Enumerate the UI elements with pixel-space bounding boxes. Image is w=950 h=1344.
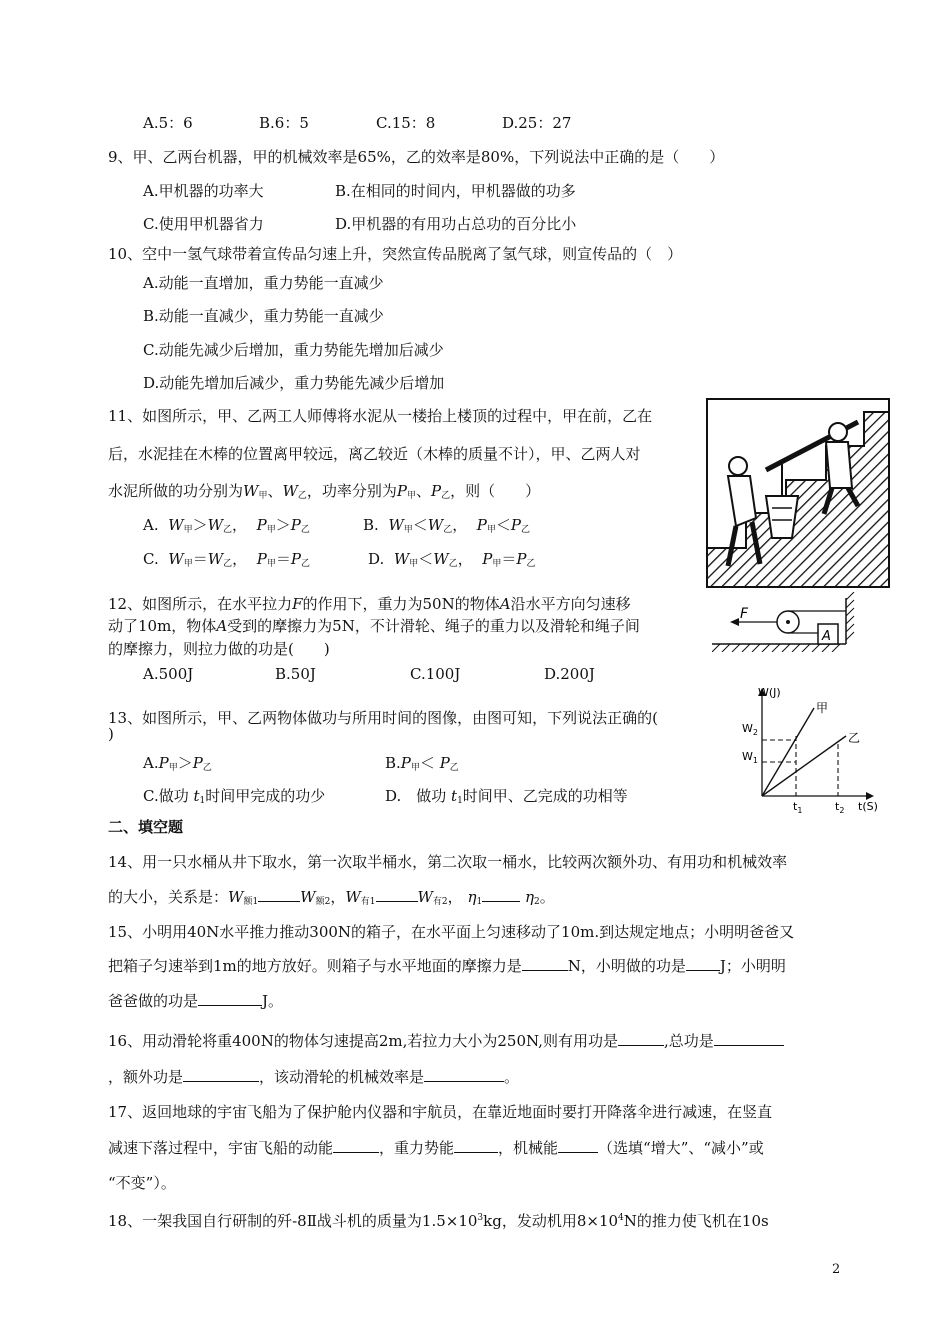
q16-blank-3[interactable] — [183, 1067, 259, 1082]
q15-line-2: 把箱子匀速举到1m的地方放好。则箱子与水平地面的摩擦力是 N，小明做的功是 J；小明明 — [108, 957, 786, 975]
q11-line-1: 11、如图所示，甲、乙两工人师傅将水泥从一楼抬上楼顶的过程中，甲在前，乙在 — [108, 407, 653, 425]
q11-option-b: B. $W_甲<W_乙$， $P_甲<P_乙$ — [363, 516, 531, 535]
q15-blank-2[interactable] — [686, 956, 720, 971]
q11-option-c: C. $W_甲=W_乙$， $P_甲=P_乙$ — [143, 550, 310, 569]
q13-fig-t2-label: $t_2$ — [835, 800, 845, 815]
q15-blank-1[interactable] — [522, 956, 568, 971]
q15-blank-3[interactable] — [198, 991, 262, 1006]
q13-fig-ylabel: W(J) — [758, 686, 781, 699]
q14-line-1: 14、用一只水桶从井下取水，第一次取半桶水，第二次取一桶水，比较两次额外功、有用功和机械效率 — [108, 853, 788, 871]
q11-option-d: D. $W_甲<W_乙$， $P_甲=P_乙$ — [368, 550, 536, 569]
q9-option-d: D.甲机器的有用功占总功的百分比小 — [335, 215, 577, 233]
q12-option-d: D.200J — [544, 665, 595, 683]
q15-line-1: 15、小明用40N水平推力推动300N的箱子，在水平面上匀速移动了10m.到达规定地点；小明明爸爸又 — [108, 923, 795, 941]
q13-fig-yi-label: 乙 — [848, 731, 861, 745]
q11-line-2: 后，水泥挂在木棒的位置离甲较远，离乙较近（木棒的质量不计），甲、乙两人对 — [108, 445, 641, 463]
q8-option-d: D.25：27 — [502, 114, 572, 132]
q12-option-b: B.50J — [275, 665, 316, 683]
q8-option-a: A.5：6 — [143, 114, 193, 132]
q12-pulley-figure — [712, 592, 872, 652]
q14-blank-1[interactable] — [258, 887, 300, 902]
page-number: 2 — [832, 1262, 841, 1277]
q11-line-3: 水泥所做的功分别为$W_甲$、$W_乙$，功率分别为$P_甲$、$P_乙$，则（ ） — [108, 482, 541, 501]
q10-option-c: C.动能先减少后增加，重力势能先增加后减少 — [143, 341, 444, 359]
q8-option-b: B.6：5 — [259, 114, 309, 132]
q12-line-2: 动了10m，物体A受到的摩擦力为5N，不计滑轮、绳子的重力以及滑轮和绳子间 — [108, 617, 640, 635]
q13-fig-xlabel: t(S) — [858, 800, 878, 813]
q12-option-c: C.100J — [410, 665, 461, 683]
q13-fig-w2-label: $W_2$ — [742, 722, 758, 737]
q12-option-a: A.500J — [143, 665, 194, 683]
q13-line-1: 13、如图所示，甲、乙两物体做功与所用时间的图像，由图可知，下列说法正确的( — [108, 709, 658, 727]
q15-line-3: 爸爸做的功是 J。 — [108, 992, 284, 1010]
q17-line-2: 减速下落过程中，宇宙飞船的动能 ，重力势能 ，机械能 （选填“增大”、“减小”或 — [108, 1139, 764, 1157]
q17-line-1: 17、返回地球的宇宙飞船为了保护舱内仪器和宇航员，在靠近地面时要打开降落伞进行减速，在竖直 — [108, 1103, 773, 1121]
q12-fig-block-label: A — [822, 629, 831, 644]
q13-option-a: $A.P_甲>P_乙$ — [143, 754, 212, 773]
q9-option-a: A.甲机器的功率大 — [143, 182, 264, 200]
q10-option-b: B.动能一直减少，重力势能一直减少 — [143, 307, 384, 325]
q13-fig-w1-label: $W_1$ — [742, 750, 758, 765]
q12-line-1: 12、如图所示，在水平拉力F的作用下，重力为50N的物体A沿水平方向匀速移 — [108, 595, 631, 613]
q17-blank-1[interactable] — [333, 1138, 379, 1153]
q14-line-2: 的大小，关系是：$W_{额1}$ $W_{额2}$，$W_{有1}$ $W_{有2}$， $\eta_1$ $\eta_2$。 — [108, 888, 555, 907]
q11-option-a: A. $W_甲>W_乙$， $P_甲>P_乙$ — [143, 516, 310, 535]
q16-blank-4[interactable] — [424, 1067, 504, 1082]
q12-fig-force-label: F — [740, 606, 749, 622]
q8-option-c: C.15：8 — [376, 114, 436, 132]
q13-option-c: C.做功 $t_1$时间甲完成的功少 — [143, 787, 326, 806]
q13-work-time-graph — [738, 684, 888, 816]
q13-fig-t1-label: $t_1$ — [793, 800, 803, 815]
q10-option-d: D.动能先增加后减少，重力势能先减少后增加 — [143, 374, 445, 392]
q16-blank-1[interactable] — [618, 1031, 664, 1046]
q13-fig-jia-label: 甲 — [816, 701, 829, 715]
q13-option-d: D. 做功 $t_1$时间甲、乙完成的功相等 — [385, 787, 628, 806]
section-2-heading: 二、填空题 — [108, 818, 184, 836]
q9-stem: 9、甲、乙两台机器，甲的机械效率是65%，乙的效率是80%，下列说法中正确的是（ ） — [108, 148, 725, 166]
q16-blank-2[interactable] — [714, 1031, 784, 1046]
q11-stairs-figure — [706, 398, 890, 588]
q17-line-3: “不变”）。 — [108, 1174, 176, 1192]
q16-line-1: 16、用动滑轮将重400N的物体匀速提高2m,若拉力大小为250N,则有用功是 ,总功是 — [108, 1031, 784, 1051]
q17-blank-3[interactable] — [558, 1138, 598, 1153]
q9-option-c: C.使用甲机器省力 — [143, 215, 264, 233]
q13-line-2: ) — [108, 725, 114, 743]
q10-stem: 10、空中一氢气球带着宣传品匀速上升，突然宣传品脱离了氢气球，则宣传品的（ ） — [108, 245, 683, 263]
q13-option-b: $B.P_甲< P_乙$ — [385, 754, 459, 773]
q17-blank-2[interactable] — [454, 1138, 498, 1153]
q14-blank-3[interactable] — [482, 887, 520, 902]
q18-line-1: 18、一架我国自行研制的歼-8Ⅱ战斗机的质量为$1.5\times 10^3kg$，发动机用$8\times 10^4N$的推力使飞机在10s — [108, 1212, 769, 1230]
q9-option-b: B.在相同的时间内，甲机器做的功多 — [335, 182, 576, 200]
q14-blank-2[interactable] — [376, 887, 418, 902]
q12-line-3: 的摩擦力，则拉力做的功是( ) — [108, 640, 330, 658]
q10-option-a: A.动能一直增加，重力势能一直减少 — [143, 274, 384, 292]
q16-line-2: ，额外功是 ，该动滑轮的机械效率是 。 — [108, 1068, 520, 1086]
